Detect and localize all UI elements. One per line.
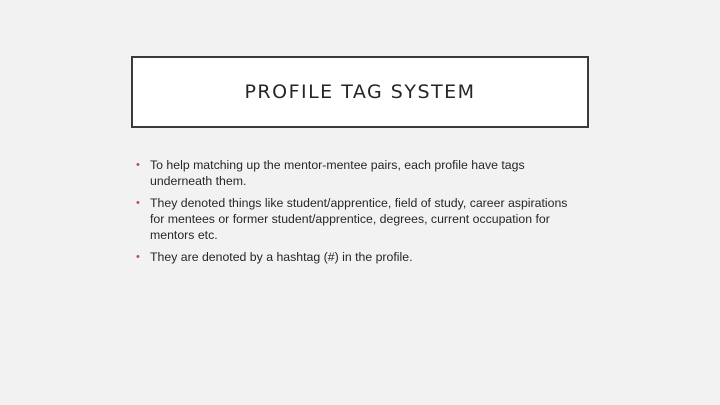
bullet-text: They are denoted by a hashtag (#) in the profile. [150,250,413,264]
bullet-dot-icon: • [136,197,140,209]
bullet-item [136,157,576,189]
bullet-text: To help matching up the mentor-mentee pairs, each profile have tags underneath them. [150,158,525,188]
bullet-dot-icon: • [136,251,140,263]
bullet-text: They denoted things like student/apprentice, field of study, career aspirations for mentees or former student/apprentice, degrees, current occupation for mentors etc. [150,196,568,242]
bullet-list [136,157,576,265]
bullet-item [136,249,576,265]
bullet-dot-icon: • [136,159,140,171]
bullet-item [136,195,576,243]
title-box [131,56,589,128]
slide-title: PROFILE TAG SYSTEM [244,81,476,103]
slide-content [136,157,576,271]
